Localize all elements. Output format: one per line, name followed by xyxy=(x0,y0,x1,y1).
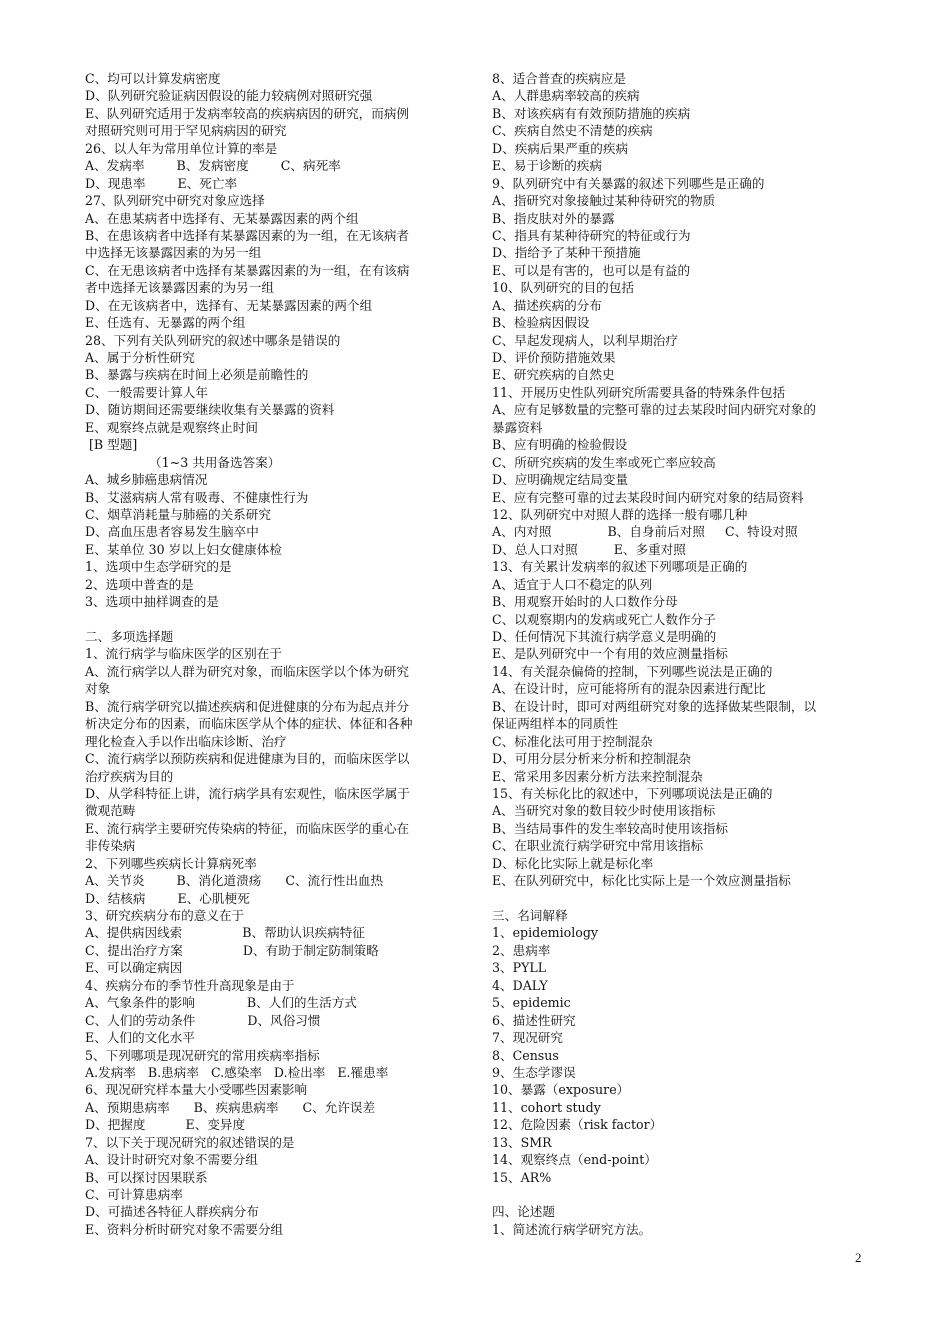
text-line: 二、多项选择题 xyxy=(85,629,174,644)
text-line: D、随访期间还需要继续收集有关暴露的资料 xyxy=(85,402,335,418)
blank-line xyxy=(492,890,875,907)
text-line: 8、Census xyxy=(492,1047,559,1063)
text-line: 暴露资料 xyxy=(492,419,543,435)
text-line: E、可以是有害的，也可以是有益的 xyxy=(492,262,691,278)
text-line: E、易于诊断的疾病 xyxy=(492,158,602,174)
text-line: A、当研究对象的数目较少时使用该指标 xyxy=(492,803,716,819)
text-line: 理化检查入手以作出临床诊断、治疗 xyxy=(85,733,287,749)
text-line: 27、队列研究中研究对象应选择 xyxy=(85,193,265,209)
text-line: C、烟草消耗量与肺癌的关系研究 xyxy=(85,506,271,522)
text-line: 10、暴露（exposure） xyxy=(492,1082,630,1098)
text-line: C、疾病自然史不清楚的疾病 xyxy=(492,123,653,139)
text-line: D、结核病 E、心肌梗死 xyxy=(85,890,250,906)
text-line: A、适宜于人口不稳定的队列 xyxy=(492,576,653,592)
text-line: 2、患病率 xyxy=(492,942,551,958)
text-line: C、标准化法可用于控制混杂 xyxy=(492,733,653,749)
text-line: E、队列研究适用于发病率较高的疾病病因的研究，而病例 xyxy=(85,105,410,121)
text-line: C、所研究疾病的发生率或死亡率应较高 xyxy=(492,454,716,470)
text-line: 非传染病 xyxy=(85,838,136,854)
text-line: A.发病率 B.患病率 C.感染率 D.检出率 E.罹患率 xyxy=(85,1064,389,1080)
text-line: 者中选择无该暴露因素的为另一组 xyxy=(85,280,274,296)
text-line: 3、选项中抽样调查的是 xyxy=(85,594,219,610)
text-line: B、检验病因假设 xyxy=(492,315,590,331)
text-line: （1~3 共用备选答案） xyxy=(85,454,281,470)
text-line: E、任选有、无暴露的两个组 xyxy=(85,315,246,331)
text-line: 10、队列研究的目的包括 xyxy=(492,280,634,296)
text-line: B、艾滋病病人常有吸毒、不健康性行为 xyxy=(85,489,309,505)
text-line: B、应有明确的检验假设 xyxy=(492,437,628,453)
text-line: 2、选项中普查的是 xyxy=(85,576,194,592)
text-line: 微观范畴 xyxy=(85,803,136,819)
text-line: C、早起发现病人，以利早期治疗 xyxy=(492,332,678,348)
text-line: E、应有完整可靠的过去某段时间内研究对象的结局资料 xyxy=(492,489,804,505)
blank-line xyxy=(85,611,467,628)
text-line: 11、开展历史性队列研究所需要具备的特殊条件包括 xyxy=(492,384,786,400)
text-line: C、以观察期内的发病或死亡人数作分子 xyxy=(492,611,716,627)
text-line: C、流行病学以预防疾病和促进健康为目的，而临床医学以 xyxy=(85,751,410,767)
text-line: 三、名词解释 xyxy=(492,908,568,923)
text-line: A、城乡肺癌患病情况 xyxy=(85,472,208,488)
text-line: D、高血压患者容易发生脑卒中 xyxy=(85,524,259,540)
text-line: D、任何情况下其流行病学意义是明确的 xyxy=(492,629,717,644)
text-line: A、流行病学以人群为研究对象，而临床医学以个体为研究 xyxy=(85,663,409,679)
right-column xyxy=(492,70,875,1238)
text-line: D、可描述各特征人群疾病分布 xyxy=(85,1204,259,1220)
text-line: B、指皮肤对外的暴露 xyxy=(492,210,615,226)
text-line: A、内对照 B、自身前后对照 C、特设对照 xyxy=(492,524,798,540)
text-line: 对照研究则可用于罕见病病因的研究 xyxy=(85,123,287,139)
text-line: D、标化比实际上就是标化率 xyxy=(492,855,654,871)
text-line: A、属于分析性研究 xyxy=(85,350,195,365)
text-line: 9、队列研究中有关暴露的叙述下列哪些是正确的 xyxy=(492,175,765,191)
text-line: 26、以人年为常用单位计算的率是 xyxy=(85,140,278,156)
text-line: B、在患该病者中选择有某暴露因素的为一组，在无该病者 xyxy=(85,227,410,243)
text-line: C、人们的劳动条件 D、风俗习惯 xyxy=(85,1012,321,1028)
text-line: 2、下列哪些疾病长计算病死率 xyxy=(85,855,257,871)
text-line: D、应明确规定结局变量 xyxy=(492,472,629,488)
text-line: 3、PYLL xyxy=(492,960,547,976)
text-line: A、气象条件的影响 B、人们的生活方式 xyxy=(85,995,357,1011)
text-line: B、暴露与疾病在时间上必须是前瞻性的 xyxy=(85,367,309,383)
text-line: E、常采用多因素分析方法来控制混杂 xyxy=(492,768,703,784)
text-line: A、在患某病者中选择有、无某暴露因素的两个组 xyxy=(85,210,359,226)
text-line: B、用观察开始时的人口数作分母 xyxy=(492,594,678,610)
text-line: 1、流行病学与临床医学的区别在于 xyxy=(85,646,282,662)
text-line: 12、队列研究中对照人群的选择一般有哪几种 xyxy=(492,506,748,522)
text-line: 4、疾病分布的季节性升高现象是由于 xyxy=(85,977,295,993)
text-line: 1、简述流行病学研究方法。 xyxy=(492,1221,652,1237)
text-line: 8、适合普查的疾病应是 xyxy=(492,71,626,86)
text-line: E、人们的文化水平 xyxy=(85,1030,195,1046)
text-line: D、队列研究验证病因假设的能力较病例对照研究强 xyxy=(85,88,373,104)
text-line: 1、选项中生态学研究的是 xyxy=(85,559,232,575)
text-line: A、描述疾病的分布 xyxy=(492,297,602,313)
text-line: B、对该疾病有有效预防措施的疾病 xyxy=(492,105,691,121)
text-line: [B 型题] xyxy=(85,437,138,453)
text-line: 6、现况研究样本量大小受哪些因素影响 xyxy=(85,1082,308,1098)
text-line: 13、SMR xyxy=(492,1134,552,1150)
text-line: 7、以下关于现况研究的叙述错误的是 xyxy=(85,1134,295,1150)
text-line: C、一般需要计算人年 xyxy=(85,384,208,400)
text-line: C、可计算患病率 xyxy=(85,1187,183,1202)
text-line: 5、epidemic xyxy=(492,995,571,1011)
text-line: E、是队列研究中一个有用的效应测量指标 xyxy=(492,646,728,662)
text-line: D、疾病后果严重的疾病 xyxy=(492,140,629,156)
text-line: D、指给予了某种干预措施 xyxy=(492,245,641,261)
text-line: B、流行病学研究以描述疾病和促进健康的分布为起点并分 xyxy=(85,698,410,714)
text-line: 13、有关累计发病率的叙述下列哪项是正确的 xyxy=(492,559,748,575)
text-line: D、在无该病者中，选择有、无某暴露因素的两个组 xyxy=(85,297,373,313)
text-line: E、资料分析时研究对象不需要分组 xyxy=(85,1221,284,1237)
text-line: 7、现况研究 xyxy=(492,1030,563,1046)
text-line: 15、有关标化比的叙述中，下列哪项说法是正确的 xyxy=(492,785,773,801)
text-line: 5、下列哪项是现况研究的常用疾病率指标 xyxy=(85,1047,320,1063)
text-line: D、可用分层分析来分析和控制混杂 xyxy=(492,751,692,767)
text-line: A、预期患病率 B、疾病患病率 C、允许误差 xyxy=(85,1099,376,1115)
text-line: 四、论述题 xyxy=(492,1204,555,1220)
text-line: C、在无患该病者中选择有某暴露因素的为一组，在有该病 xyxy=(85,262,410,278)
text-line: 11、cohort study xyxy=(492,1099,601,1115)
text-line: A、提供病因线索 B、帮助认识疾病特征 xyxy=(85,925,365,941)
text-line: E、流行病学主要研究传染病的特征，而临床医学的重心在 xyxy=(85,820,410,836)
text-line: 6、描述性研究 xyxy=(492,1012,576,1028)
text-line: D、现患率 E、死亡率 xyxy=(85,175,238,191)
text-line: D、把握度 E、变异度 xyxy=(85,1117,246,1133)
text-line: C、提出治疗方案 D、有助于制定防制策略 xyxy=(85,942,379,958)
text-line: A、设计时研究对象不需要分组 xyxy=(85,1152,258,1168)
text-line: 9、生态学谬误 xyxy=(492,1064,576,1080)
text-line: 治疗疾病为目的 xyxy=(85,768,174,784)
text-line: A、人群患病率较高的疾病 xyxy=(492,88,640,104)
text-line: D、总人口对照 E、多重对照 xyxy=(492,541,686,557)
page-number: 2 xyxy=(855,1250,862,1265)
text-line: 12、危险因素（risk factor） xyxy=(492,1117,663,1133)
text-line: E、某单位 30 岁以上妇女健康体检 xyxy=(85,541,282,557)
text-line: E、在队列研究中，标化比实际上是一个效应测量指标 xyxy=(492,873,791,889)
text-line: B、可以探讨因果联系 xyxy=(85,1169,208,1185)
text-line: B、在设计时，即可对两组研究对象的选择做某些限制，以 xyxy=(492,698,817,714)
text-line: E、可以确定病因 xyxy=(85,960,183,976)
text-line: D、从学科特征上讲，流行病学具有宏观性，临床医学属于 xyxy=(85,785,410,801)
text-line: A、指研究对象接触过某种待研究的物质 xyxy=(492,193,716,209)
text-line: 14、有关混杂偏倚的控制，下列哪些说法是正确的 xyxy=(492,663,773,679)
text-line: 14、观察终点（end-point） xyxy=(492,1152,657,1168)
text-line: 对象 xyxy=(85,681,111,697)
text-line: A、应有足够数量的完整可靠的过去某段时间内研究对象的 xyxy=(492,402,816,418)
text-line: 中选择无该暴露因素的为另一组 xyxy=(85,245,262,261)
text-line: C、均可以计算发病密度 xyxy=(85,71,221,86)
text-line: D、评价预防措施效果 xyxy=(492,350,616,365)
text-line: 28、下列有关队列研究的叙述中哪条是错误的 xyxy=(85,332,341,348)
text-line: E、研究疾病的自然史 xyxy=(492,367,615,383)
text-line: 15、AR% xyxy=(492,1169,552,1185)
text-line: A、发病率 B、发病密度 C、病死率 xyxy=(85,158,341,174)
text-line: 3、研究疾病分布的意义在于 xyxy=(85,908,245,923)
text-line: 保证两组样本的同质性 xyxy=(492,716,618,732)
text-line: B、当结局事件的发生率较高时使用该指标 xyxy=(492,820,728,836)
blank-line xyxy=(492,1186,875,1203)
text-line: 析决定分布的因素，而临床医学从个体的症状、体征和各种 xyxy=(85,716,413,732)
text-line: A、在设计时，应可能将所有的混杂因素进行配比 xyxy=(492,681,766,697)
text-line: 4、DALY xyxy=(492,977,548,993)
left-column xyxy=(85,70,467,1238)
text-line: C、指具有某种待研究的特征或行为 xyxy=(492,227,691,243)
text-line: A、关节炎 B、消化道溃疡 C、流行性出血热 xyxy=(85,873,384,889)
text-line: C、在职业流行病学研究中常用该指标 xyxy=(492,838,704,854)
text-line: E、观察终点就是观察终止时间 xyxy=(85,419,258,435)
text-line: 1、epidemiology xyxy=(492,925,599,941)
